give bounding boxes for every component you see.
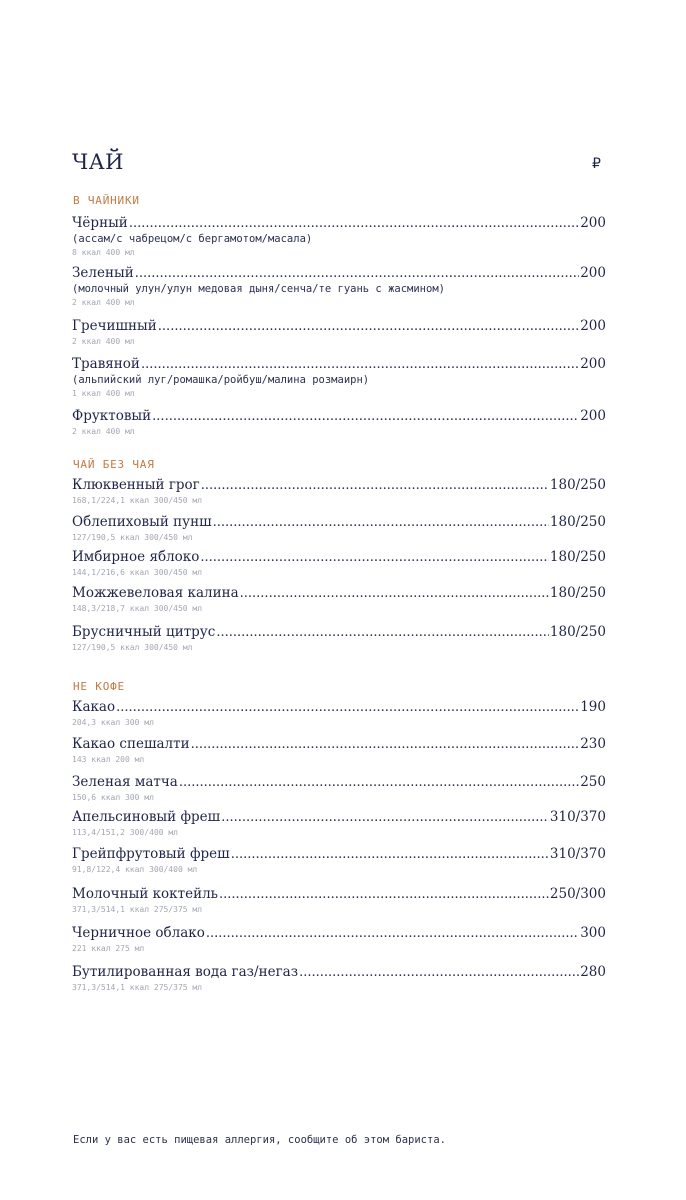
item-nutrition: 168,1/224,1 ккал 300/450 мл (72, 496, 203, 505)
menu-item (72, 477, 606, 505)
dot-leader (299, 965, 579, 980)
dot-leader (191, 737, 580, 752)
item-price: 180/250 (549, 514, 606, 530)
menu-item (72, 549, 606, 577)
item-name: Брусничный цитрус (72, 624, 216, 640)
menu-item (72, 408, 606, 436)
item-nutrition: 127/190,5 ккал 300/450 мл (72, 533, 193, 542)
menu-item (72, 215, 606, 257)
menu-item (72, 318, 606, 346)
menu-item (72, 514, 606, 542)
dot-leader (141, 357, 579, 372)
dot-leader (213, 515, 549, 530)
menu-item (72, 585, 606, 613)
section-title-not-coffee: НЕ КОФЕ (73, 680, 125, 693)
item-name: Чёрный (72, 215, 128, 231)
currency-symbol: ₽ (592, 156, 601, 172)
item-nutrition: 8 ккал 400 мл (72, 248, 135, 257)
dot-leader (240, 586, 549, 601)
dot-leader (158, 319, 579, 334)
item-name: Имбирное яблоко (72, 549, 200, 565)
item-price: 200 (580, 318, 606, 334)
item-price: 200 (580, 356, 606, 372)
item-price: 230 (580, 736, 606, 752)
item-description: (молочный улун/улун медовая дыня/сенча/те гуань с жасмином) (72, 283, 445, 295)
menu-item (72, 356, 606, 398)
item-name: Черничное облако (72, 925, 205, 941)
item-name: Клюквенный грог (72, 477, 200, 493)
dot-leader (200, 550, 549, 565)
item-name: Какао (72, 699, 116, 715)
menu-item (72, 265, 606, 307)
item-nutrition: 91,8/122,4 ккал 300/400 мл (72, 865, 198, 874)
item-name: Зеленая матча (72, 774, 178, 790)
item-nutrition: 148,3/218,7 ккал 300/450 мл (72, 604, 203, 613)
item-price: 190 (580, 699, 606, 715)
item-nutrition: 127/190,5 ккал 300/450 мл (72, 643, 193, 652)
item-price: 280 (580, 964, 606, 980)
section-title-tea-free: ЧАЙ БЕЗ ЧАЯ (73, 458, 155, 471)
item-price: 250 (580, 774, 606, 790)
dot-leader (231, 847, 549, 862)
dot-leader (135, 266, 580, 281)
dot-leader (152, 409, 579, 424)
item-name: Бутилированная вода газ/негаз (72, 964, 299, 980)
item-price: 180/250 (549, 549, 606, 565)
item-price: 200 (580, 265, 606, 281)
item-nutrition: 150,6 ккал 300 мл (72, 793, 154, 802)
allergy-note: Если у вас есть пищевая аллергия, сообщите об этом бариста. (73, 1134, 446, 1146)
menu-item (72, 774, 606, 802)
item-name: Гречишный (72, 318, 157, 334)
item-price: 200 (580, 215, 606, 231)
item-name: Травяной (72, 356, 140, 372)
item-price: 180/250 (549, 477, 606, 493)
menu-item (72, 846, 606, 874)
item-nutrition: 143 ккал 200 мл (72, 755, 145, 764)
item-price: 300 (580, 925, 606, 941)
page-title: ЧАЙ (72, 150, 124, 174)
menu-item (72, 736, 606, 764)
dot-leader (179, 775, 579, 790)
item-nutrition: 2 ккал 400 мл (72, 427, 135, 436)
section-title-teapots: В ЧАЙНИКИ (73, 194, 140, 207)
item-description: (альпийский луг/ромашка/ройбуш/малина розмаирн) (72, 374, 370, 386)
item-description: (ассам/с чабрецом/с бергамотом/масала) (72, 233, 313, 245)
item-nutrition: 2 ккал 400 мл (72, 298, 135, 307)
dot-leader (221, 810, 549, 825)
dot-leader (116, 700, 579, 715)
menu-item (72, 624, 606, 652)
item-price: 310/370 (549, 809, 606, 825)
item-nutrition: 113,4/151,2 300/400 мл (72, 828, 178, 837)
menu-item (72, 925, 606, 953)
item-nutrition: 221 ккал 275 мл (72, 944, 145, 953)
dot-leader (206, 926, 579, 941)
item-nutrition: 144,1/216,6 ккал 300/450 мл (72, 568, 203, 577)
item-name: Апельсиновый фреш (72, 809, 221, 825)
item-price: 180/250 (549, 585, 606, 601)
item-name: Можжевеловая калина (72, 585, 239, 601)
item-nutrition: 371,3/514,1 ккал 275/375 мл (72, 983, 203, 992)
item-name: Грейпфрутовый фреш (72, 846, 230, 862)
item-price: 180/250 (549, 624, 606, 640)
item-name: Какао спешалти (72, 736, 190, 752)
item-nutrition: 1 ккал 400 мл (72, 389, 135, 398)
item-name: Молочный коктейль (72, 886, 218, 902)
item-nutrition: 204,3 ккал 300 мл (72, 718, 154, 727)
menu-item (72, 809, 606, 837)
dot-leader (201, 478, 549, 493)
item-nutrition: 371,3/514,1 ккал 275/375 мл (72, 905, 203, 914)
item-name: Фруктовый (72, 408, 152, 424)
item-price: 250/300 (549, 886, 606, 902)
item-nutrition: 2 ккал 400 мл (72, 337, 135, 346)
menu-item (72, 886, 606, 914)
item-price: 200 (580, 408, 606, 424)
menu-item (72, 964, 606, 992)
dot-leader (129, 216, 579, 231)
item-price: 310/370 (549, 846, 606, 862)
item-name: Облепиховый пунш (72, 514, 212, 530)
dot-leader (219, 887, 549, 902)
dot-leader (216, 625, 549, 640)
item-name: Зеленый (72, 265, 134, 281)
menu-item (72, 699, 606, 727)
